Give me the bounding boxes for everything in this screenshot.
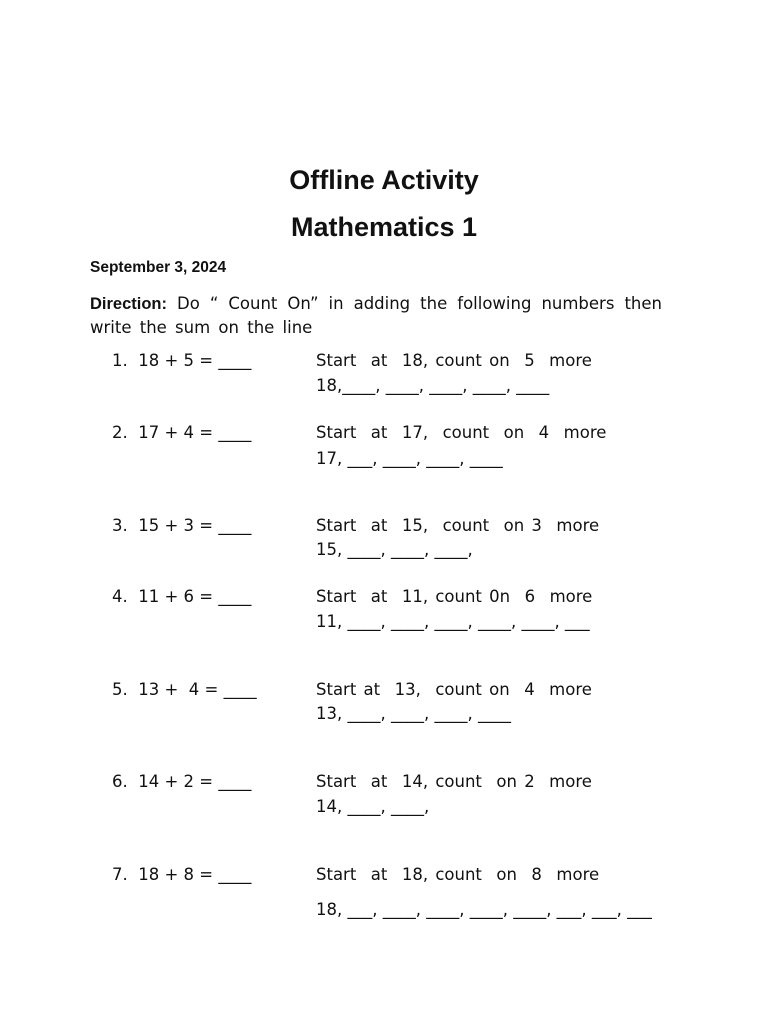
exercise-item-4 (0, 587, 768, 647)
equation: 7. 18 + 8 = ____ (112, 865, 252, 884)
date: September 3, 2024 (90, 259, 227, 276)
count-on-instruction: Start at 18, count on 8 more (316, 865, 600, 884)
direction-label: Direction: (90, 295, 168, 313)
equation: 3. 15 + 3 = ____ (112, 516, 252, 535)
count-sequence-blanks: 18, ___, ____, ____, ____, ____, ___, ___, ___ (316, 900, 652, 919)
exercise-item-3 (0, 516, 768, 576)
count-sequence-blanks: 15, ____, ____, ____, (316, 540, 473, 559)
direction-text: Do “ Count On” in adding the following numbers then write the sum on the line (90, 294, 662, 337)
equation: 5. 13 + 4 = ____ (112, 680, 257, 699)
exercise-item-5 (0, 680, 768, 740)
count-on-instruction: Start at 11, count 0n 6 more (316, 587, 593, 606)
count-sequence-blanks: 11, ____, ____, ____, ____, ____, ___ (316, 612, 590, 631)
subject-title: Mathematics 1 (290, 212, 478, 242)
count-on-instruction: Start at 15, count on 3 more (316, 516, 600, 535)
equation: 4. 11 + 6 = ____ (112, 587, 252, 606)
count-sequence-blanks: 13, ____, ____, ____, ____ (316, 704, 511, 723)
count-sequence-blanks: 18,____, ____, ____, ____, ____ (316, 376, 550, 395)
equation: 6. 14 + 2 = ____ (112, 772, 252, 791)
equation: 1. 18 + 5 = ____ (112, 351, 252, 370)
count-on-instruction: Start at 17, count on 4 more (316, 423, 607, 442)
count-sequence-blanks: 14, ____, ____, (316, 797, 430, 816)
direction-paragraph (90, 292, 662, 340)
count-on-instruction: Start at 18, count on 5 more (316, 351, 592, 370)
count-sequence-blanks: 17, ___, ____, ____, ____ (316, 449, 503, 468)
count-on-instruction: Start at 14, count on 2 more (316, 772, 592, 791)
count-on-instruction: Start at 13, count on 4 more (316, 680, 592, 699)
page-title: Offline Activity (289, 165, 479, 195)
exercise-item-1 (0, 351, 768, 411)
equation: 2. 17 + 4 = ____ (112, 423, 252, 442)
exercise-item-7 (0, 865, 768, 925)
exercise-item-2 (0, 423, 768, 483)
exercise-item-6 (0, 772, 768, 832)
